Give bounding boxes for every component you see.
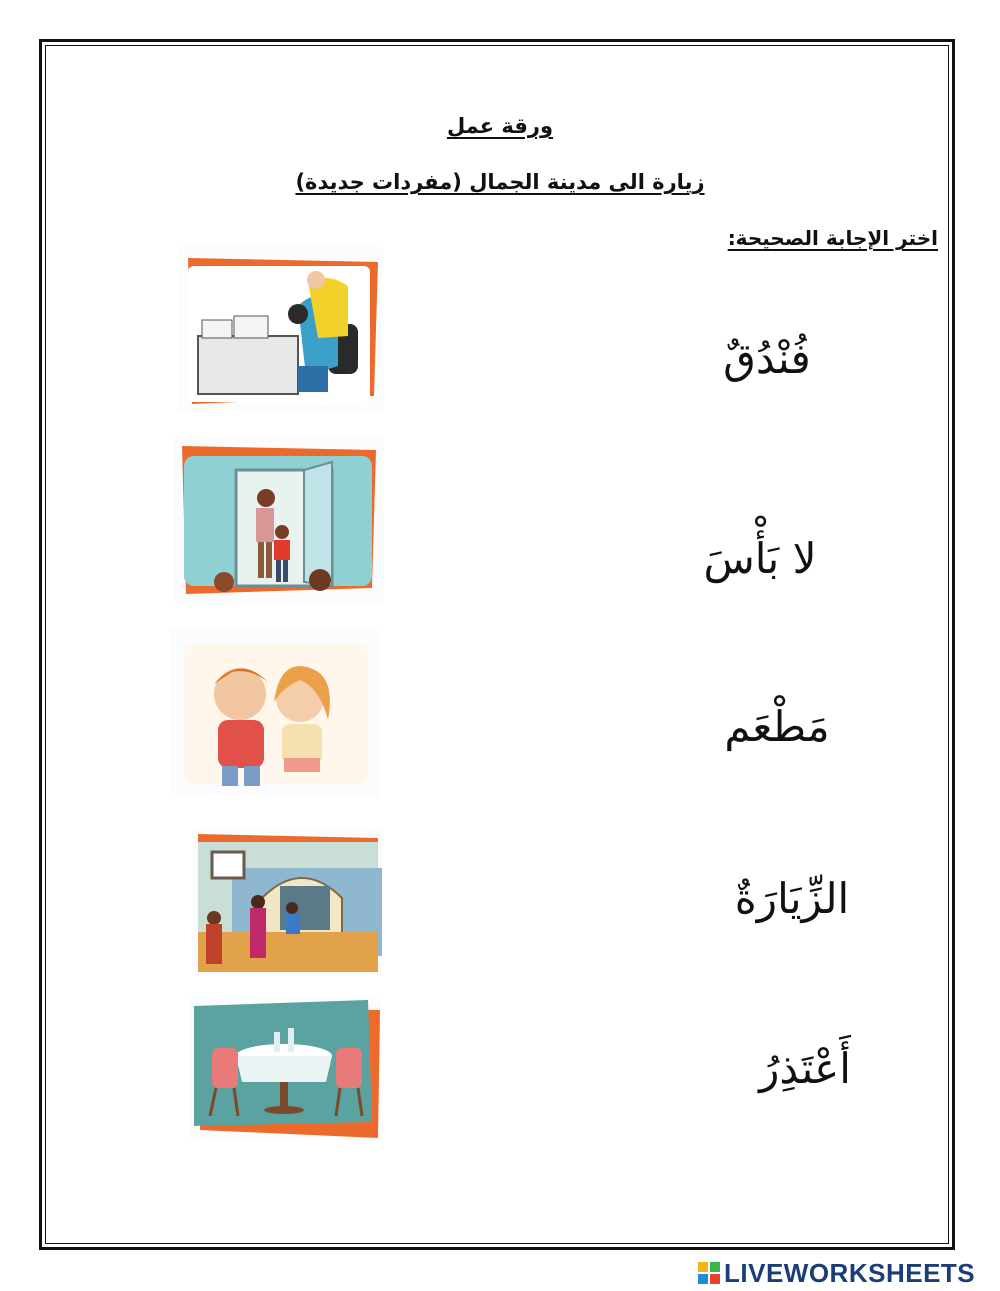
word-option[interactable]: فُنْدُقٌ [723, 334, 811, 383]
word-option[interactable]: أَعْتَذِرُ [759, 1044, 851, 1093]
instruction-text: اختر الإجابة الصحيحة: [727, 226, 938, 250]
hotel-reception-picture[interactable] [192, 828, 382, 976]
liveworksheets-logo [698, 1258, 975, 1288]
restaurant-table-picture[interactable] [190, 998, 382, 1140]
word-option[interactable]: مَطْعَم [724, 702, 830, 751]
arguing-children-picture[interactable] [170, 628, 380, 798]
doorway-family-picture[interactable] [174, 436, 384, 604]
word-option[interactable]: الزِّيَارَةٌ [734, 874, 850, 923]
brand-name: LIVEWORKSHEETS [724, 1257, 976, 1288]
word-option[interactable]: لا بَأْسَ [703, 534, 817, 583]
office-desk-picture[interactable] [178, 246, 383, 412]
liveworksheets-logo-icon [698, 1262, 720, 1284]
worksheet-subtitle: زيارة الى مدينة الجمال (مفردات جديدة) [295, 170, 705, 194]
worksheet-title: ورقة عمل [446, 114, 554, 138]
